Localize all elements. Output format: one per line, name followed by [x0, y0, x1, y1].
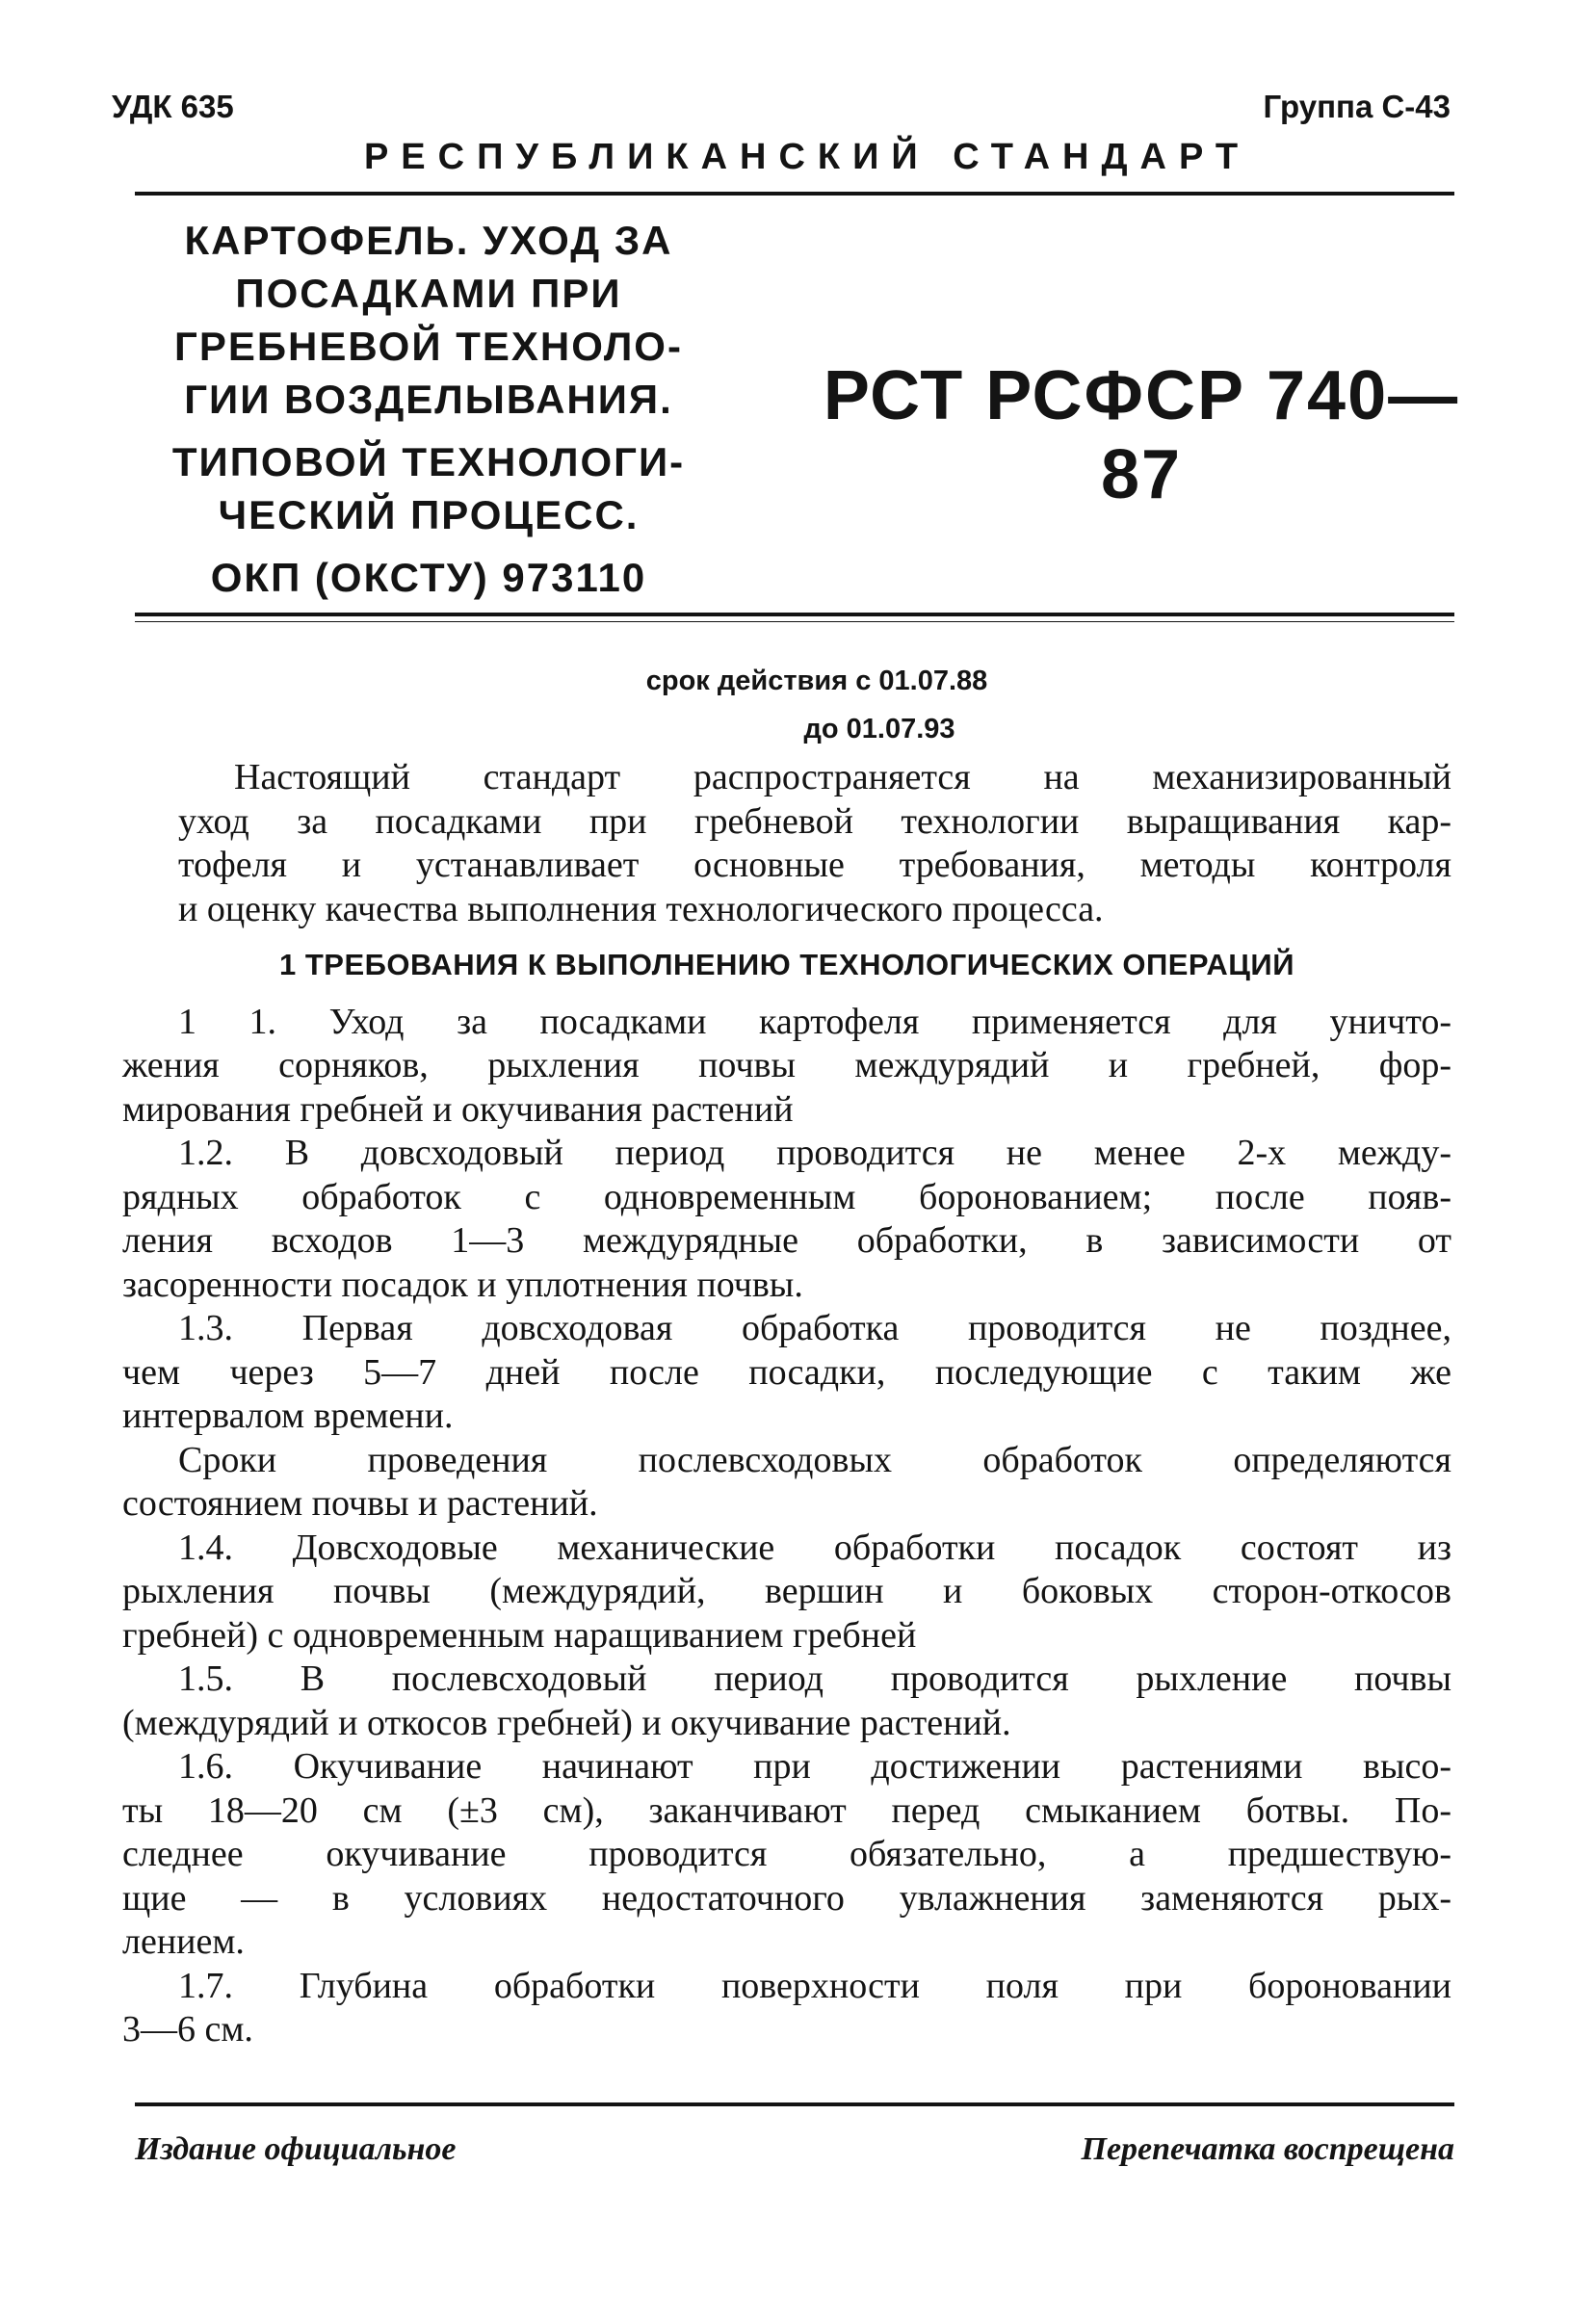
text-line: щие — в условиях недостаточного увлажнения заменяются рых-: [122, 1877, 1451, 1919]
title-line: ЧЕСКИЙ ПРОЦЕСС.: [218, 492, 640, 537]
standard-type-heading: РЕСПУБЛИКАНСКИЙ СТАНДАРТ: [363, 137, 1251, 177]
footer-divider: [135, 2102, 1454, 2106]
clause-paragraph: [122, 1658, 1451, 1745]
text-line: ления всходов 1—3 междурядные обработки, в зависимости от: [122, 1220, 1451, 1261]
text-line: и оценку качества выполнения технологического процесса.: [178, 888, 1104, 929]
text-line: мирования гребней и окучивания растений: [122, 1088, 794, 1130]
clauses-list: [122, 1001, 1451, 2052]
clause-paragraph: [122, 1745, 1451, 1965]
text-line: 3—6 см.: [122, 2009, 253, 2050]
text-line: 1.7. Глубина обработки поверхности поля при бороновании: [178, 1965, 1451, 2006]
text-line: 1.6. Окучивание начинают при достижении растениями высо-: [178, 1746, 1451, 1787]
title-line: ГРЕБНЕВОЙ ТЕХНОЛО-: [174, 324, 683, 369]
clause-paragraph: [122, 1132, 1451, 1307]
text-line: уход за посадками при гребневой технологии выращивания кар-: [178, 800, 1451, 842]
title-divider-thin: [135, 621, 1454, 622]
text-line: лением.: [122, 1921, 245, 1962]
validity-from: срок действия с 01.07.88: [645, 666, 988, 696]
text-line: Сроки проведения послевсходовых обработок определяются: [178, 1439, 1451, 1480]
text-line: 1.4. Довсходовые механические обработки посадок состоят из: [178, 1527, 1451, 1568]
text-line: рядных обработок с одновременным боронованием; после появ-: [122, 1176, 1451, 1217]
footer-edition-note: Издание официальное: [135, 2131, 457, 2167]
group-code: Группа С-43: [1263, 89, 1451, 124]
validity-to: до 01.07.93: [803, 714, 955, 744]
document-title: [149, 214, 708, 604]
section-heading: 1 ТРЕБОВАНИЯ К ВЫПОЛНЕНИЮ ТЕХНОЛОГИЧЕСКИХ ОПЕРАЦИЙ: [279, 948, 1294, 981]
text-line: интервалом времени.: [122, 1396, 454, 1436]
clause-paragraph: [122, 1527, 1451, 1658]
title-line: ОКП (ОКСТУ) 973110: [210, 555, 647, 600]
text-line: состоянием почвы и растений.: [122, 1483, 598, 1524]
text-line: ты 18—20 см (±3 см), заканчивают перед смыканием ботвы. По-: [122, 1789, 1451, 1831]
title-line: КАРТОФЕЛЬ. УХОД ЗА: [184, 218, 673, 263]
text-line: 1.3. Первая довсходовая обработка проводится не позднее,: [178, 1308, 1451, 1348]
text-line: жения сорняков, рыхления почвы междурядий и гребней, фор-: [122, 1045, 1451, 1085]
title-line: ПОСАДКАМИ ПРИ: [235, 271, 622, 316]
title-line: ГИИ ВОЗДЕЛЫВАНИЯ.: [184, 377, 673, 422]
standard-code: РСТ РСФСР 740—87: [823, 357, 1460, 513]
clause-paragraph: [122, 1439, 1451, 1527]
text-line: Настоящий стандарт распространяется на механизированный: [234, 757, 1451, 797]
clause-paragraph: [122, 1307, 1451, 1439]
footer-reprint-note: Перепечатка воспрещена: [1081, 2131, 1454, 2167]
text-line: 1 1. Уход за посадками картофеля применяется для уничто-: [178, 1001, 1451, 1042]
text-line: следнее окучивание проводится обязательно, а предшествую-: [122, 1834, 1451, 1874]
text-line: чем через 5—7 дней после посадки, последующие с таким же: [122, 1351, 1451, 1393]
text-line: тофеля и устанавливает основные требования, методы контроля: [178, 845, 1451, 885]
intro-paragraph: [122, 756, 1451, 931]
text-line: гребней) с одновременным наращиванием гребней: [122, 1614, 917, 1656]
validity-period: [0, 657, 1595, 753]
udk-code: УДК 635: [112, 89, 234, 124]
text-line: 1.2. В довсходовый период проводится не менее 2-х между-: [178, 1133, 1451, 1173]
clause-paragraph: [122, 1001, 1451, 1133]
text-line: рыхления почвы (междурядий, вершин и боковых сторон-откосов: [122, 1571, 1451, 1611]
title-line: ТИПОВОЙ ТЕХНОЛОГИ-: [171, 439, 686, 484]
text-line: (междурядий и откосов гребней) и окучивание растений.: [122, 1702, 1011, 1743]
document-body: [122, 756, 1451, 2052]
text-line: 1.5. В послевсходовый период проводится рыхление почвы: [178, 1658, 1451, 1699]
text-line: засоренности посадок и уплотнения почвы.: [122, 1264, 803, 1305]
clause-paragraph: [122, 1965, 1451, 2052]
title-divider: [135, 613, 1454, 616]
top-divider: [135, 192, 1454, 196]
